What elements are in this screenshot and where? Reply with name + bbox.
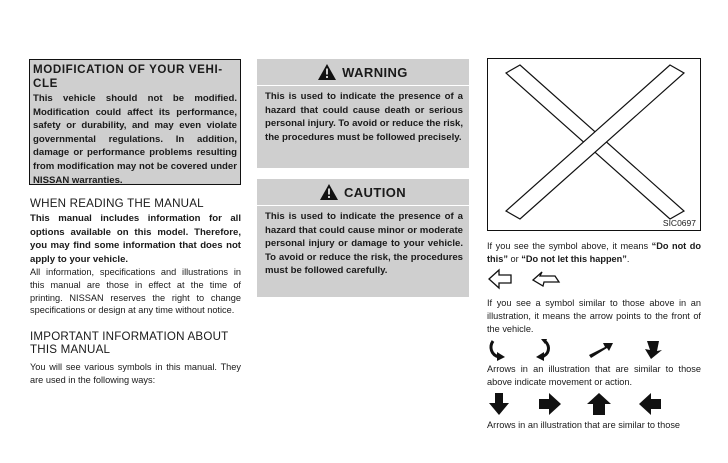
modification-body: This vehicle should not be modified. Modification could affect its performance, safety or durability, and may even violate governmental regulations. In addition, damage or performance problems resulting from modification may not be covered under NISSAN warranties. (33, 93, 237, 186)
front-arrows-row (487, 268, 567, 292)
x-mark-icon (488, 59, 699, 229)
front-arrow-text: If you see a symbol similar to those above in an illustration, it means the arrow points to the front of the vehicle. (487, 298, 701, 334)
warning-box (257, 59, 469, 168)
last-text: Arrows in an illustration that are similar to those (487, 420, 681, 430)
caution-label: CAUTION (343, 184, 407, 200)
left-arrow-icon (639, 393, 661, 415)
warning-header (257, 59, 469, 86)
down-arrow-icon (489, 393, 509, 415)
modification-title (33, 63, 237, 91)
modification-title-line2: CLE (33, 77, 58, 90)
warning-text: This is used to indicate the presence of a hazard that could cause death or serious personal injury. To avoid or reduce the risk, the procedures must be followed precisely. (265, 91, 463, 143)
important-info-title-line2: THIS MANUAL (30, 343, 111, 356)
x-meaning-dont-let: “Do not let this happen” (521, 253, 627, 264)
x-meaning-do-not: “Do not do this” (487, 241, 701, 264)
important-info-title-line1: IMPORTANT INFORMATION ABOUT (30, 330, 229, 343)
solid-arrows-row (487, 391, 667, 417)
diagonal-down-arrow-icon (645, 341, 662, 359)
important-info-text: You will see various symbols in this manual. They are used in the following ways: (30, 362, 241, 385)
warning-triangle-icon (318, 64, 336, 80)
outline-left-arrow-icon (489, 270, 511, 288)
important-info-title (30, 330, 228, 356)
caution-header (257, 179, 469, 206)
up-arrow-icon (587, 393, 611, 415)
movement-arrows-row (487, 337, 667, 361)
right-arrow-icon (539, 393, 561, 415)
caution-triangle-icon (320, 184, 338, 200)
caution-text: This is used to indicate the presence of a hazard that could cause minor or moderate personal injury or damage to your vehicle. To avoid or reduce the risk, the procedures must be followed carefully. (265, 211, 463, 277)
curved-right-arrow-icon (536, 339, 548, 361)
warning-label: WARNING (342, 64, 408, 80)
outline-diagonal-arrow-icon (533, 272, 559, 286)
diagonal-up-arrow-icon (589, 343, 613, 358)
x-meaning-prefix: If you see the symbol above, it means (487, 241, 652, 251)
x-meaning-or: or (507, 253, 522, 264)
x-symbol-meaning (487, 240, 701, 266)
curved-left-arrow-icon (491, 341, 505, 361)
x-meaning-end: . (626, 253, 630, 264)
figure-code: SIC0697 (662, 218, 696, 228)
when-reading-title: WHEN READING THE MANUAL (30, 197, 204, 210)
modification-title-line1: MODIFICATION OF YOUR VEHI- (33, 63, 223, 76)
when-reading-bold-text: This manual includes information for all options available on this model. Therefore, you may find some information that does not apply to your vehicle. (30, 213, 241, 265)
when-reading-text: All information, specifications and illustrations in this manual are those in effect at the time of printing. NISSAN reserves the right to change specifications or design at any time without notice. (30, 267, 241, 316)
modification-box (29, 59, 241, 185)
movement-text: Arrows in an illustration that are similar to those above indicate movement or action. (487, 364, 701, 387)
do-not-symbol-figure (487, 58, 701, 231)
caution-box (257, 179, 469, 297)
